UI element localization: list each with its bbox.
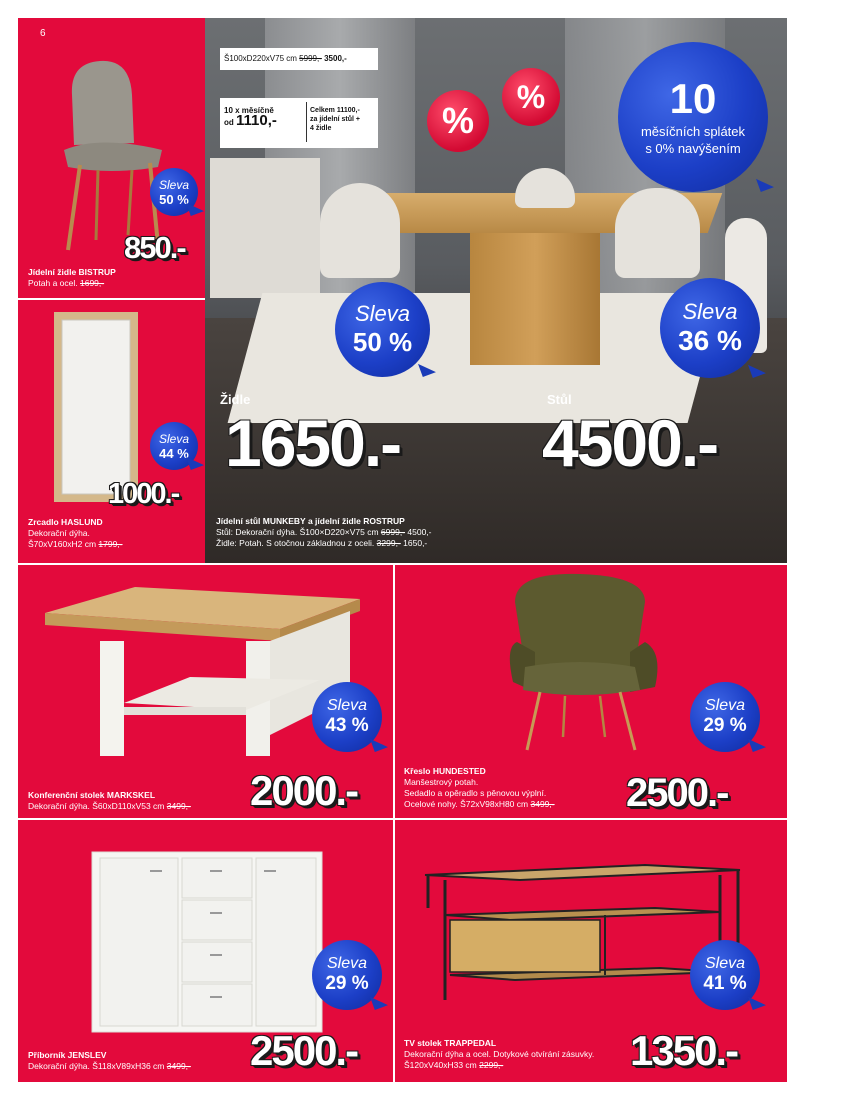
product-desc: Dekorační dýha. Š60xD110xV53 cm [28, 801, 165, 811]
chair-label: Židle [220, 392, 251, 407]
sleva-label: Sleva [354, 301, 411, 326]
product-name: Jídelní stůl MUNKEBY a jídelní židle ROSTRUP [216, 516, 405, 526]
hundested-armchair-image [495, 572, 670, 757]
table-base [470, 230, 600, 365]
product-desc: Dekorační dýha a ocel. Dotykové otvírání zásuvky. [404, 1049, 595, 1059]
sleva-label: Sleva [682, 299, 738, 324]
jenslev-sideboard-image [90, 850, 325, 1035]
chair-discount-badge [335, 282, 430, 377]
markskel-caption [28, 790, 258, 812]
tag-divider [306, 102, 307, 142]
haslund-discount-badge [150, 422, 198, 470]
table-discount-badge [660, 278, 760, 378]
chair-desc: Židle: Potah. S otočnou základnou z oceli. [216, 538, 375, 548]
total-block [310, 106, 376, 133]
munkeby-caption [216, 516, 776, 549]
monthly-from: od [224, 118, 234, 127]
jenslev-price: 2500.- [250, 1027, 358, 1074]
sleva-label: Sleva [158, 431, 190, 446]
old-price: 1799,- [98, 539, 123, 549]
hundested-caption [404, 766, 624, 810]
sleva-label: Sleva [326, 697, 368, 714]
product-name: Zrcadlo HASLUND [28, 517, 103, 527]
total-line: 4 židle [310, 125, 332, 132]
discount-percent: 44 % [159, 445, 189, 461]
percent-tag-1 [427, 90, 489, 152]
product-desc: Dekorační dýha. Š118xV89xH36 cm [28, 1061, 165, 1071]
table-label: Stůl [547, 392, 572, 407]
old-price: 3499,- [166, 1061, 191, 1071]
bistrup-discount-badge [150, 168, 198, 216]
product-desc: Dekorační dýha. [28, 528, 90, 538]
installments-line1: měsíčních splátek [640, 124, 746, 139]
product-name: TV stolek TRAPPEDAL [404, 1038, 497, 1048]
sideboard [210, 158, 320, 298]
haslund-price: 1000.- [108, 478, 179, 510]
trappedal-caption [404, 1038, 634, 1071]
jenslev-caption [28, 1050, 258, 1072]
percent-symbol: % [516, 78, 546, 115]
price-tag-monthly [220, 98, 378, 148]
installments-number: 10 [669, 75, 717, 122]
chair-old-price: 3299,- [376, 538, 401, 548]
table-new-price: 4500,- [407, 527, 432, 537]
tag-old-price: 5999,- [299, 54, 322, 63]
monthly-block [224, 106, 304, 128]
product-dims: Š120xV40xH33 cm [404, 1060, 477, 1070]
discount-percent: 50 % [352, 327, 413, 357]
sleva-label: Sleva [704, 955, 746, 972]
table-old-price: 6999,- [380, 527, 406, 537]
product-name: Příborník JENSLEV [28, 1050, 107, 1060]
discount-percent: 50 % [159, 191, 189, 207]
bistrup-price: 850.- [124, 230, 185, 265]
tag-new-price: 3500,- [324, 54, 347, 63]
product-name: Křeslo HUNDESTED [404, 766, 486, 776]
old-price: 1699,- [80, 278, 105, 288]
product-name: Jídelní židle BISTRUP [28, 267, 116, 277]
installments-line2: s 0% navýšením [645, 141, 741, 156]
monthly-amount: 1110,- [236, 112, 277, 129]
product-desc: Manšestrový potah. [404, 777, 479, 787]
sleva-label: Sleva [704, 697, 746, 714]
trappedal-discount-badge [690, 940, 760, 1010]
discount-percent: 29 % [325, 973, 369, 994]
old-price: 2299,- [479, 1060, 504, 1070]
discount-percent: 36 % [678, 325, 742, 356]
hundested-price: 2500.- [626, 771, 728, 815]
product-desc: Sedadlo a opěradlo s pěnovou výplní. [404, 788, 547, 798]
discount-percent: 43 % [325, 715, 369, 736]
trappedal-price: 1350.- [630, 1027, 738, 1074]
table-desc: Stůl: Dekorační dýha. Š100×D220×V75 cm [216, 527, 379, 537]
dining-chair-1 [320, 183, 400, 278]
haslund-caption [28, 517, 198, 550]
percent-symbol: % [441, 100, 474, 141]
jenslev-discount-badge [312, 940, 382, 1010]
chair-price: 1650.- [225, 406, 401, 480]
total-line: za jídelní stůl + [310, 116, 360, 123]
total-line: Celkem 11100,- [310, 107, 360, 114]
page-number: 6 [40, 28, 46, 39]
discount-percent: 41 % [703, 973, 747, 994]
percent-tag-2 [502, 68, 560, 126]
product-dims: Š70xV160xH2 cm [28, 539, 97, 549]
installments-badge [618, 42, 768, 192]
sleva-label: Sleva [326, 955, 368, 972]
product-desc: Potah a ocel. [28, 278, 78, 288]
product-name: Konferenční stolek MARKSKEL [28, 790, 156, 800]
bistrup-caption [28, 267, 198, 289]
table-price: 4500.- [542, 406, 718, 480]
discount-percent: 29 % [703, 715, 747, 736]
old-price: 3499,- [166, 801, 191, 811]
markskel-price: 2000.- [250, 767, 358, 814]
haslund-mirror-image [52, 310, 142, 505]
old-price: 3499,- [530, 799, 555, 809]
dining-chair-2 [615, 188, 700, 278]
monthly-line: 10 x měsíčně [224, 106, 274, 115]
bistrup-chair-image [50, 55, 170, 255]
chair-new-price: 1650,- [403, 538, 428, 548]
price-tag-dims [220, 48, 378, 70]
product-dims: Ocelové nohy. Š72xV98xH80 cm [404, 799, 529, 809]
sleva-label: Sleva [158, 177, 190, 192]
hundested-discount-badge [690, 682, 760, 752]
tag-dims: Š100xD220xV75 cm [224, 54, 297, 63]
markskel-discount-badge [312, 682, 382, 752]
